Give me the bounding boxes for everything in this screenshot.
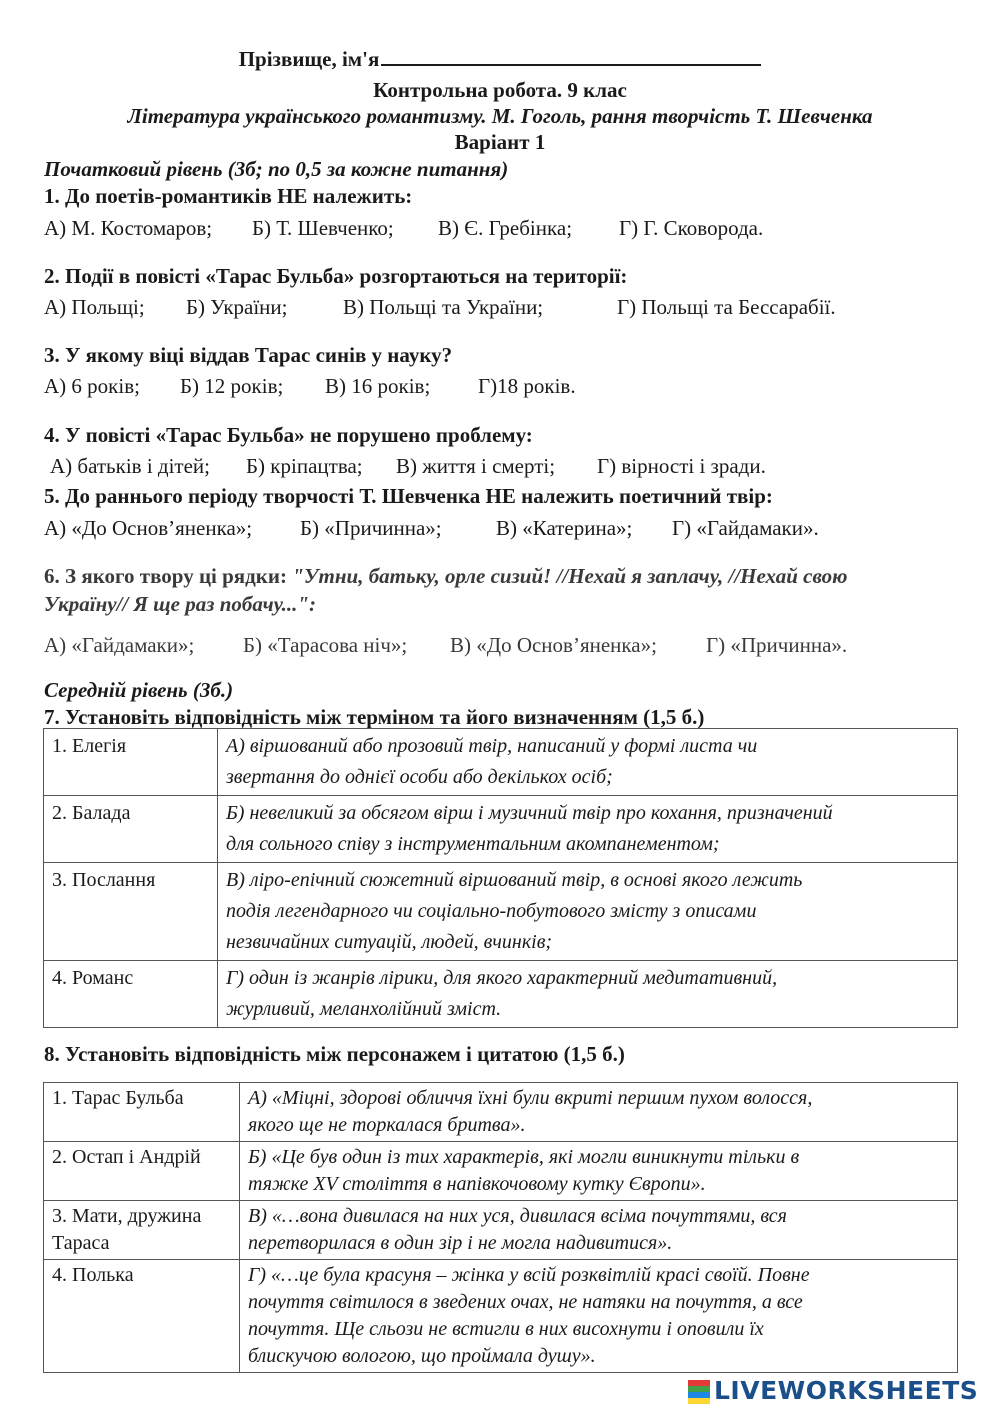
q8-character-2 [44,1142,240,1201]
question-6 [44,564,847,589]
q8-quote-c [240,1201,958,1260]
question-5: 5. До раннього періоду творчості Т. Шевченка НЕ належить поетичний твір: [44,484,773,508]
q7-definition-d [218,961,958,1028]
question-6-prefix: 6. З якого твору ці рядки: [44,564,293,588]
table-row [44,1083,958,1142]
q8-quote-d [240,1260,958,1373]
q7-term-3: 3. Послання [44,863,218,961]
page-subtitle: Література українського романтизму. М. Гоголь, рання творчість Т. Шевченка [127,104,873,128]
question-1: 1. До поетів-романтиків НЕ належить: [44,184,413,208]
q5-option-c: В) «Катерина»; [496,516,633,540]
name-label: Прізвище, ім'я [238,47,380,71]
q7-def-c-line-3: незвичайних ситуацій, людей, вчинків; [226,931,553,953]
q8-character-3-line-1: 3. Мати, дружина [52,1205,202,1227]
question-7: 7. Установіть відповідність між терміном та його визначенням (1,5 б.) [44,705,705,729]
table-row [44,1260,958,1373]
q2-option-d: Г) Польщі та Бессарабії. [617,295,836,319]
q1-option-b: Б) Т. Шевченко; [252,216,394,240]
q4-option-b: Б) кріпацтва; [246,454,363,478]
q7-definition-b [218,796,958,863]
table-row [44,961,958,1028]
q3-option-b: Б) 12 років; [180,374,284,398]
q5-option-a: А) «До Основ’яненка»; [44,516,253,540]
q8-quote-a [240,1083,958,1142]
q1-option-d: Г) Г. Сковорода. [619,216,764,240]
q1-option-a: А) М. Костомаров; [44,216,213,240]
q6-option-c: В) «До Основ’яненка»; [450,633,657,657]
q8-quote-b-line-2: тяжке XV століття в напівкочовому кутку Європи». [248,1173,706,1195]
q8-quote-d-line-1: Г) «…це була красуня – жінка у всій розквітлій красі своїй. Повне [248,1264,810,1286]
q8-quote-b [240,1142,958,1201]
q7-term-1: 1. Елегія [44,729,218,796]
table-row [44,1142,958,1201]
q8-quote-a-line-2: якого ще не торкалася бритва». [248,1114,526,1136]
q6-option-a: А) «Гайдамаки»; [44,633,195,657]
name-line [0,46,1000,72]
table-row [44,863,958,961]
q8-character-3 [44,1201,240,1260]
q8-table [43,1082,958,1373]
middle-level-heading: Середній рівень (3б.) [44,678,234,702]
q8-character-3-line-2: Тараса [52,1232,110,1254]
table-row [44,729,958,796]
q4-option-c: В) життя і смерті; [396,454,556,478]
q7-def-b-line-1: Б) невеликий за обсягом вірш і музичний твір про кохання, призначений [226,802,833,824]
q8-quote-d-line-4: блискучою вологою, що проймала душу». [248,1345,596,1367]
q4-option-a: А) батьків і дітей; [50,454,211,478]
q1-option-c: В) Є. Гребінка; [438,216,573,240]
q6-option-b: Б) «Тарасова ніч»; [243,633,408,657]
q7-def-d-line-1: Г) один із жанрів лірики, для якого характерний медитативний, [226,967,778,989]
question-2: 2. Події в повісті «Тарас Бульба» розгортаються на території: [44,264,628,288]
q3-option-c: В) 16 років; [325,374,431,398]
q2-option-a: А) Польщі; [44,295,145,319]
q7-definition-a [218,729,958,796]
q3-option-a: А) 6 років; [44,374,140,398]
q8-character-4 [44,1260,240,1373]
q8-quote-b-line-1: Б) «Це був один із тих характерів, які могли виникнути тільки в [248,1146,800,1168]
initial-level-heading: Початковий рівень (3б; по 0,5 за кожне питання) [44,157,509,181]
liveworksheets-logo-icon [688,1380,710,1404]
question-6-quote-line-2: Україну// Я ще раз побачу...": [44,592,316,616]
variant-label: Варіант 1 [454,130,546,154]
q7-table [43,728,958,1028]
q7-def-c-line-2: подія легендарного чи соціально-побутового змісту з описами [226,900,757,922]
name-input-line[interactable] [381,46,761,66]
q3-option-d: Г)18 років. [478,374,576,398]
liveworksheets-text: LIVEWORKSHEETS [714,1376,979,1405]
q7-def-d-line-2: журливий, меланхолійний зміст. [226,998,502,1020]
q7-def-c-line-1: В) ліро-епічний сюжетний віршований твір, в основі якого лежить [226,869,803,891]
question-6-quote-line-1: "Утни, батьку, орле сизий! //Нехай я заплачу, //Нехай свою [292,564,848,588]
q8-character-4-line-1: 4. Полька [52,1264,134,1286]
q8-character-1 [44,1083,240,1142]
q7-definition-c [218,863,958,961]
q8-quote-c-line-2: перетворилася в один зір і не могла надивитися». [248,1232,673,1254]
q8-quote-d-line-3: почуття. Ще сльози не встигли в них висохнути і оповили їх [248,1318,764,1340]
q7-term-4: 4. Романс [44,961,218,1028]
question-3: 3. У якому віці віддав Тарас синів у науку? [44,343,453,367]
q8-quote-d-line-2: почуття світилося в зведених очах, не натяки на почуття, а все [248,1291,803,1313]
table-row [44,796,958,863]
q4-option-d: Г) вірності і зради. [597,454,766,478]
q7-term-2: 2. Балада [44,796,218,863]
q2-option-c: В) Польщі та України; [343,295,544,319]
question-8: 8. Установіть відповідність між персонажем і цитатою (1,5 б.) [44,1042,625,1066]
q7-def-a-line-1: А) віршований або прозовий твір, написаний у формі листа чи [226,735,758,757]
q7-def-b-line-2: для сольного співу з інструментальним акомпанементом; [226,833,720,855]
q8-character-2-line-1: 2. Остап і Андрій [52,1146,201,1168]
q5-option-b: Б) «Причинна»; [300,516,442,540]
question-4: 4. У повісті «Тарас Бульба» не порушено проблему: [44,423,533,447]
q5-option-d: Г) «Гайдамаки». [672,516,819,540]
q2-option-b: Б) України; [186,295,288,319]
q8-character-1-line-1: 1. Тарас Бульба [52,1087,184,1109]
q6-option-d: Г) «Причинна». [706,633,848,657]
q8-quote-c-line-1: В) «…вона дивилася на них уся, дивилася всіма почуттями, вся [248,1205,787,1227]
page-title: Контрольна робота. 9 клас [373,78,627,102]
table-row [44,1201,958,1260]
liveworksheets-watermark[interactable] [688,1376,978,1405]
q8-quote-a-line-1: А) «Міцні, здорові обличчя їхні були вкриті першим пухом волосся, [248,1087,813,1109]
q7-def-a-line-2: звертання до однієї особи або декількох осіб; [226,766,613,788]
